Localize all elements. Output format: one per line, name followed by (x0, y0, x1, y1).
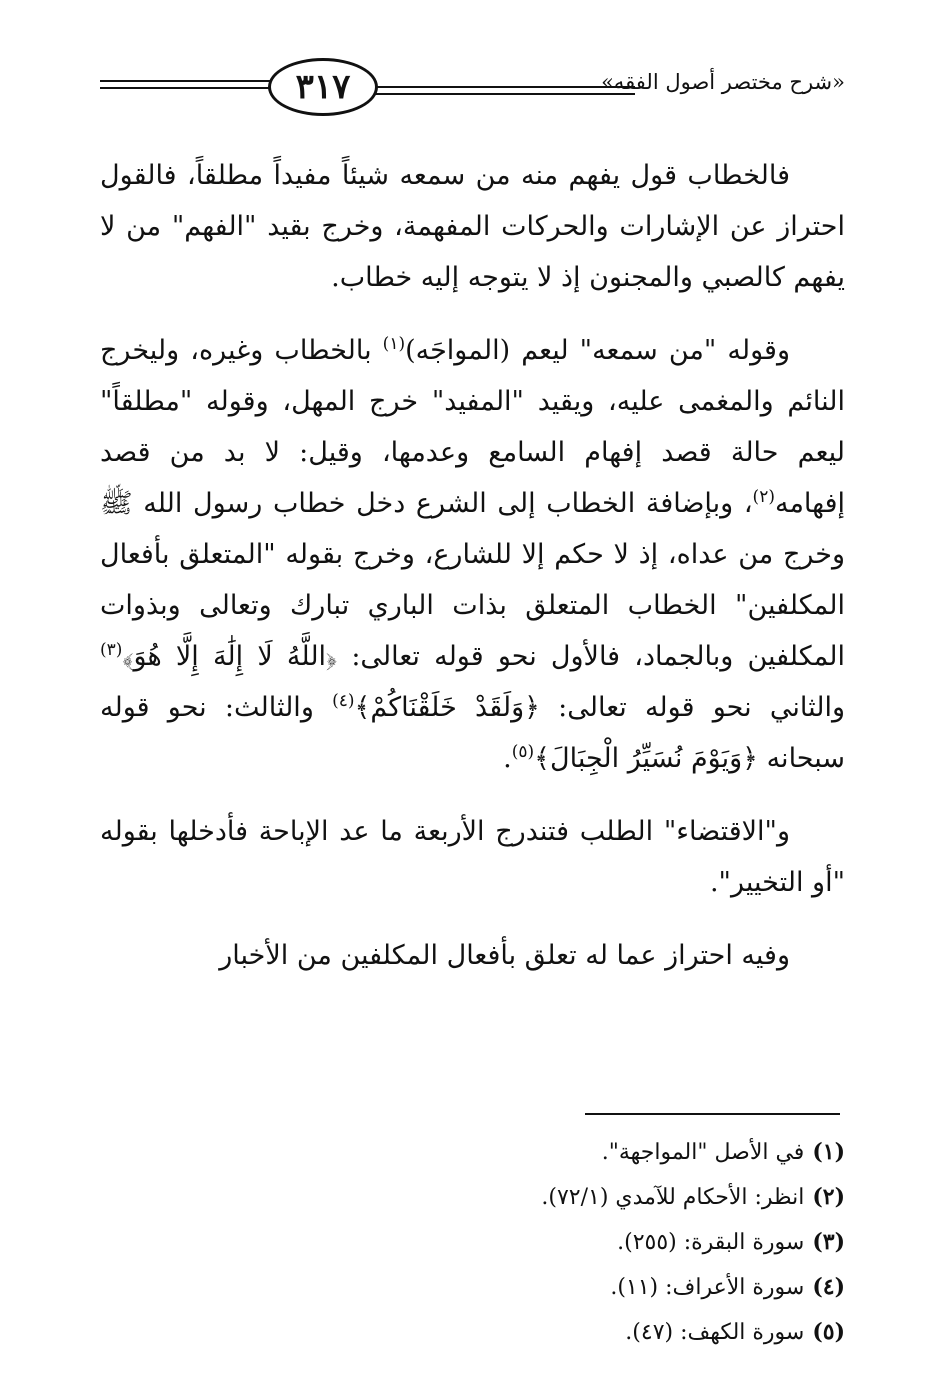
footnote-ref-2: (٢) (752, 487, 775, 507)
footnote-text: انظر: الأحكام للآمدي (٧٢/١). (541, 1185, 805, 1210)
footnote (100, 1130, 845, 1175)
page-number: ٣١٧ (268, 58, 378, 116)
footnote-text: في الأصل "المواجهة". (601, 1140, 805, 1165)
page-header (100, 50, 845, 130)
paragraph-2-text: ، وبإضافة الخطاب إلى الشرع دخل خطاب رسول الله ﷺ وخرج من عداه، إذ لا حكم إلا للشارع، وخرج بقوله "المتعلق بأفعال المكلفين" الخطاب المتعلق بذات الباري تبارك وتعالى وبذوات المكلفين وبالجماد، فالأول نحو قوله تعالى: ﴿اللَّهُ لَا إِلَٰهَ إِلَّا هُوَ﴾ (100, 488, 845, 672)
footnote (100, 1310, 845, 1355)
footnote-number: (٥) (812, 1319, 845, 1345)
book-title: «شرح مختصر أصول الفقه» (601, 70, 845, 94)
header-rule-right-2 (370, 93, 635, 95)
header-rule-left-2 (100, 87, 270, 89)
footnote-ref-1: (١) (382, 334, 406, 354)
footnote-text: سورة الأعراف: (١١). (610, 1275, 805, 1300)
footnote-text: سورة الكهف: (٤٧). (625, 1320, 805, 1345)
footnote (100, 1175, 845, 1220)
footnotes (100, 1130, 845, 1355)
footnote (100, 1220, 845, 1265)
footnote-ref-4: (٤) (332, 691, 355, 711)
footnote-number: (٣) (812, 1229, 845, 1255)
footnote-ref-3: (٣) (100, 640, 123, 660)
footnote-number: (١) (812, 1139, 845, 1165)
paragraph-3: و"الاقتضاء" الطلب فتندرج الأربعة ما عد الإباحة فأدخلها بقوله "أو التخيير". (100, 816, 845, 898)
header-rule-right (370, 86, 635, 88)
footnote (100, 1265, 845, 1310)
paragraph-2-text: والثاني نحو قوله تعالى: ﴿وَلَقَدْ خَلَقْنَاكُمْ﴾ (354, 692, 845, 723)
paragraph-2 (100, 325, 845, 784)
body-text (100, 150, 845, 1003)
paragraph-2-text: وقوله "من سمعه" ليعم (المواجَه) (405, 335, 790, 366)
paragraph-2-text: والثالث: نحو قوله سبحانه ﴿وَيَوْمَ نُسَيِّرُ الْجِبَالَ﴾ (100, 692, 845, 774)
paragraph-2-text: بالخطاب وغيره، وليخرج النائم والمغمى عليه، ويقيد "المفيد" خرج المهل، وقوله "مطلقاً" ليعم حالة قصد إفهام السامع وعدمها، وقيل: لا بد من قصد إفهامه (100, 335, 845, 519)
footnote-number: (٢) (812, 1184, 845, 1210)
footnote-ref-5: (٥) (511, 742, 535, 762)
paragraph-4: وفيه احتراز عما له تعلق بأفعال المكلفين من الأخبار (219, 940, 790, 971)
footnote-number: (٤) (812, 1274, 845, 1300)
paragraph-2-text: . (503, 743, 512, 774)
header-rule-left (100, 80, 270, 82)
paragraph-1: فالخطاب قول يفهم منه من سمعه شيئاً مفيداً مطلقاً، فالقول احتراز عن الإشارات والحركات المفهمة، وخرج بقيد "الفهم" من لا يفهم كالصبي والمجنون إذ لا يتوجه إليه خطاب. (100, 160, 845, 293)
footnote-separator (585, 1113, 840, 1115)
footnote-text: سورة البقرة: (٢٥٥). (617, 1230, 805, 1255)
